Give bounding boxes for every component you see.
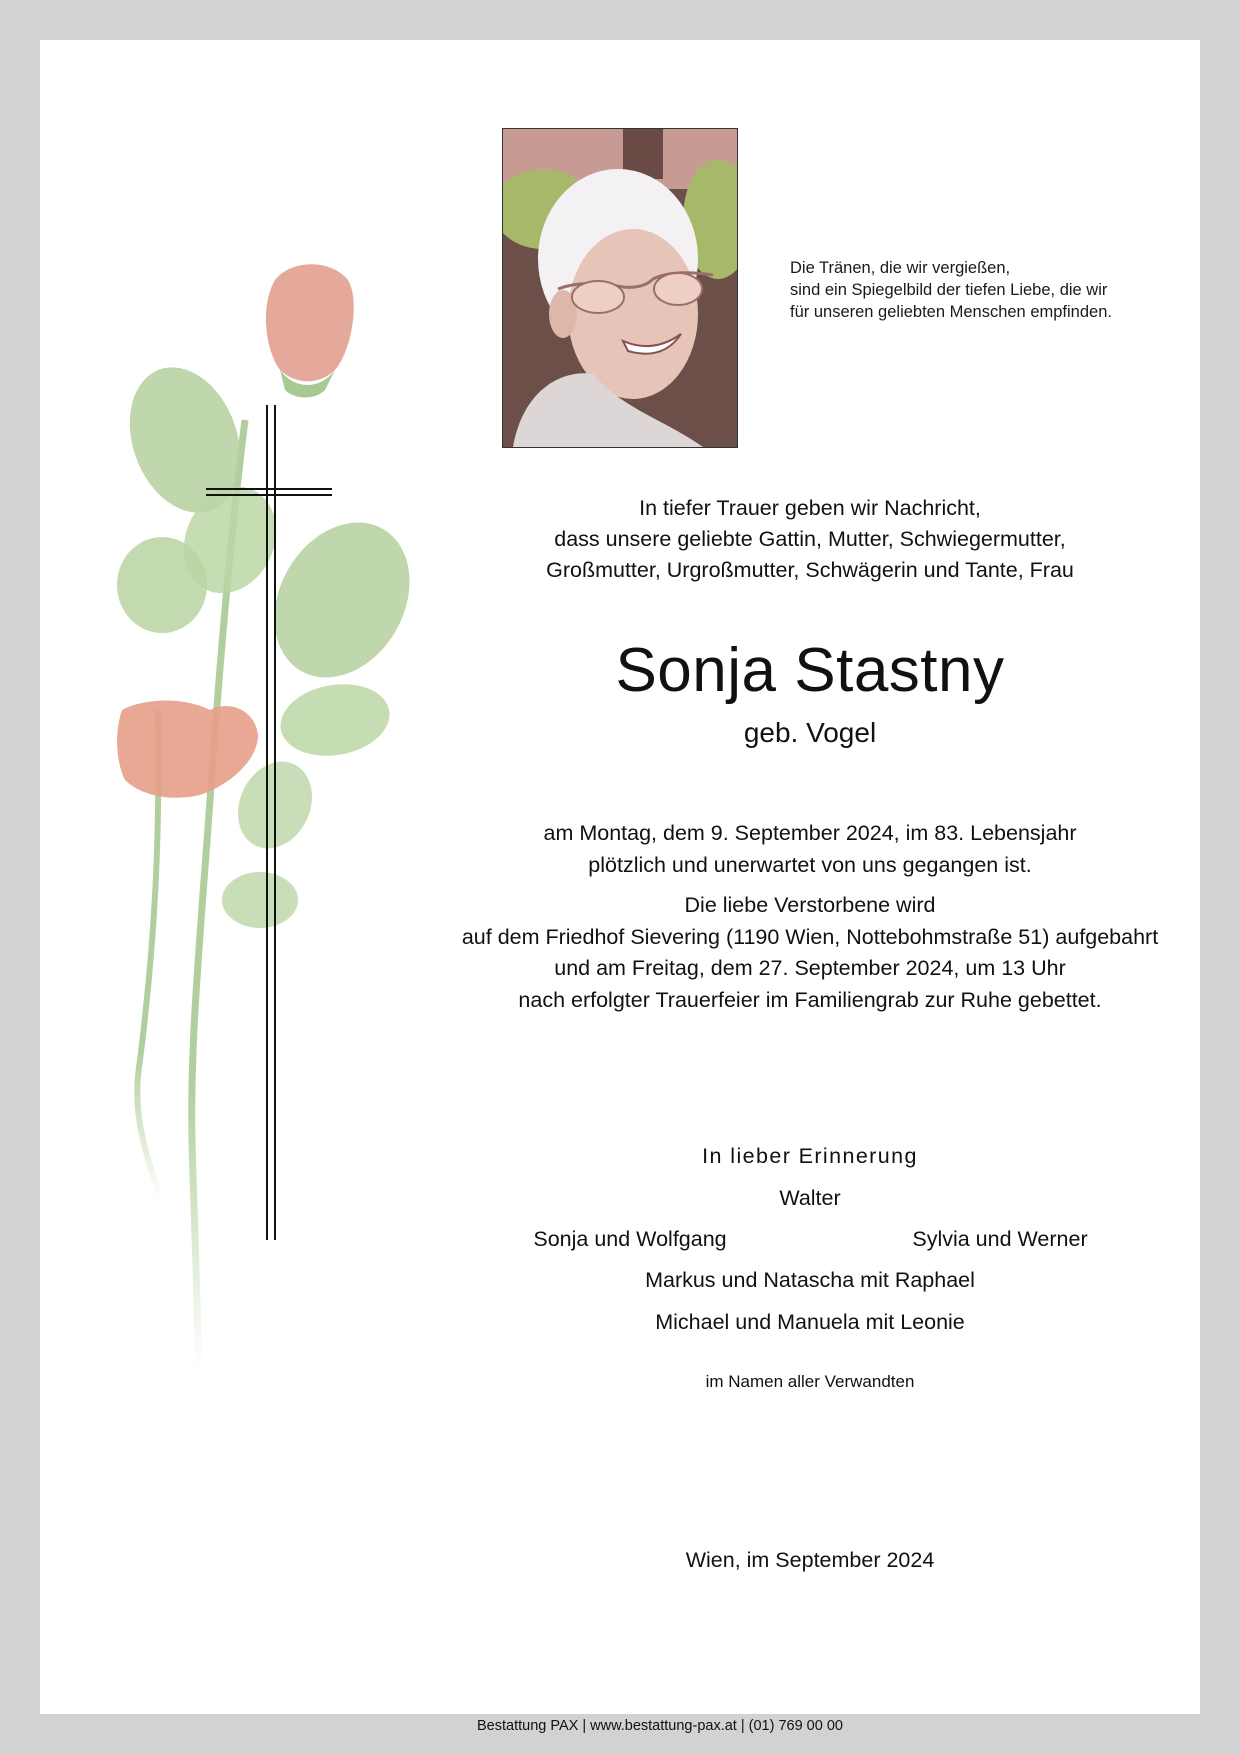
mourner-spouse: Walter	[779, 1186, 841, 1210]
mourner-children-right: Sylvia und Werner	[912, 1227, 1088, 1251]
rose-bud	[266, 264, 354, 381]
obituary-sheet	[40, 40, 1200, 1734]
portrait-photo	[502, 128, 738, 448]
quote	[790, 257, 1112, 323]
death-notice	[380, 818, 1240, 881]
portrait-image	[503, 129, 737, 447]
leaf	[275, 676, 395, 764]
mourner-children-left: Sonja und Wolfgang	[533, 1227, 727, 1251]
rose-bloom	[117, 701, 258, 798]
cross-horizontal-line	[206, 494, 332, 496]
memory-heading: In lieber Erinnerung	[702, 1144, 918, 1168]
funeral-details	[380, 890, 1240, 1016]
leaf	[222, 872, 298, 928]
intro-line: dass unsere geliebte Gattin, Mutter, Schwiegermutter,	[554, 527, 1066, 551]
death-line: plötzlich und unerwartet von uns gegangen ist.	[588, 852, 1032, 877]
intro-line: In tiefer Trauer geben wir Nachricht,	[639, 496, 981, 520]
behalf-of-relatives: im Namen aller Verwandten	[705, 1372, 915, 1391]
cross-vertical-line	[266, 405, 268, 1240]
birth-name: geb. Vogel	[743, 717, 877, 748]
footer-undertaker: Bestattung PAX | www.bestattung-pax.at | (01) 769 00 00	[477, 1718, 843, 1734]
leaf	[117, 537, 207, 633]
intro-text	[380, 493, 1240, 586]
death-line: am Montag, dem 9. September 2024, im 83. Lebensjahr	[543, 821, 1077, 845]
deceased-name: Sonja Stastny	[615, 636, 1005, 705]
quote-line: für unseren geliebten Menschen empfinden.	[790, 303, 1112, 321]
intro-line: Großmutter, Urgroßmutter, Schwägerin und Tante, Frau	[546, 558, 1074, 582]
funeral-line: Die liebe Verstorbene wird	[684, 893, 936, 917]
funeral-line: und am Freitag, dem 27. September 2024, um 13 Uhr	[554, 956, 1066, 980]
cross-horizontal-line	[206, 488, 332, 490]
mourner-grandchildren: Michael und Manuela mit Leonie	[655, 1310, 965, 1334]
funeral-line: nach erfolgter Trauerfeier im Familiengrab zur Ruhe gebettet.	[518, 987, 1102, 1012]
cross-vertical-line	[274, 405, 276, 1240]
mourner-grandchildren: Markus und Natascha mit Raphael	[645, 1268, 975, 1292]
funeral-line: auf dem Friedhof Sievering (1190 Wien, Nottebohmstraße 51) aufgebahrt	[461, 924, 1159, 949]
quote-line: sind ein Spiegelbild der tiefen Liebe, die wir	[790, 281, 1108, 299]
quote-line: Die Tränen, die wir vergießen,	[790, 259, 1011, 277]
place-date: Wien, im September 2024	[685, 1548, 935, 1572]
